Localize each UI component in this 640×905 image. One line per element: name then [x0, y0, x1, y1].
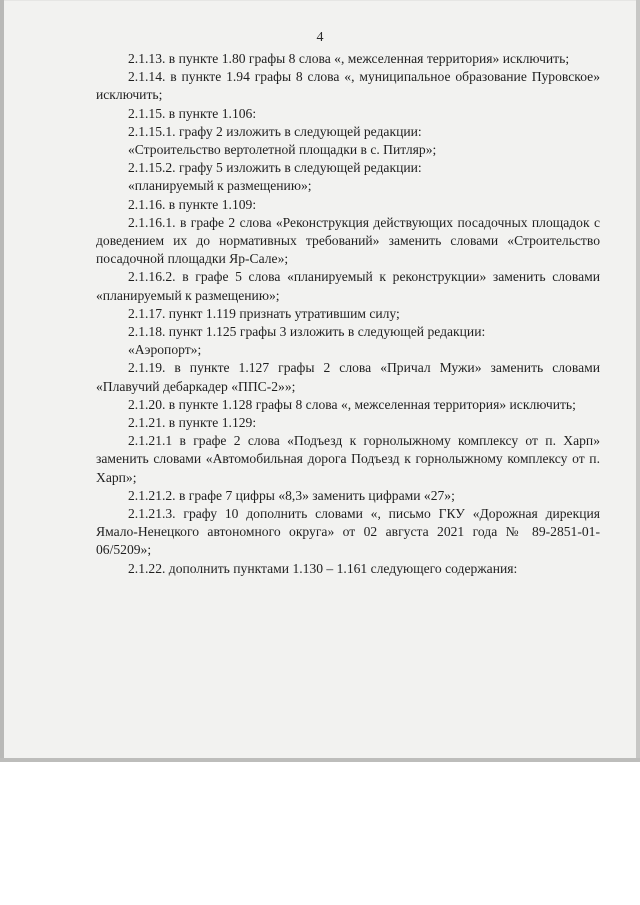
- paragraph: «Строительство вертолетной площадки в с. Питляр»;: [128, 142, 437, 158]
- paragraph: 2.1.21. в пункте 1.129:: [128, 415, 257, 431]
- document-body: [96, 50, 600, 578]
- paragraph: 2.1.16.1. в графе 2 слова «Реконструкция действующих посадочных площадок с доведением их до нормативных требований» заменить словами «Строительство посадочной площадки Яр-Сале»;: [96, 214, 600, 267]
- page-edge-left: [0, 0, 4, 762]
- paragraph: 2.1.21.1 в графе 2 слова «Подъезд к горнолыжному комплексу от п. Харп» заменить словами «Автомобильная дорога Подъезд к горнолыжному комплексу от п. Харп»;: [96, 433, 600, 485]
- paragraph: «Аэропорт»;: [128, 342, 202, 358]
- paragraph: 2.1.21.2. в графе 7 цифры «8,3» заменить цифрами «27»;: [128, 487, 455, 503]
- paragraph: 2.1.17. пункт 1.119 признать утратившим силу;: [128, 305, 400, 321]
- paragraph: 2.1.21.3. графу 10 дополнить словами «, письмо ГКУ «Дорожная дирекция Ямало-Ненецкого автономного округа» от 02 августа 2021 года № 89-2851-01-06/5209»;: [96, 506, 600, 558]
- page-bottom-edge: [0, 758, 640, 762]
- paragraph: 2.1.22. дополнить пунктами 1.130 – 1.161 следующего содержания:: [128, 560, 518, 576]
- paragraph: 2.1.18. пункт 1.125 графы 3 изложить в следующей редакции:: [128, 324, 486, 340]
- paragraph: 2.1.16.2. в графе 5 слова «планируемый к реконструкции» заменить словами «планируемый к размещению»;: [96, 269, 600, 303]
- paragraph: 2.1.14. в пункте 1.94 графы 8 слова «, муниципальное образование Пуровское» исключить;: [96, 69, 600, 103]
- paragraph: 2.1.15.1. графу 2 изложить в следующей редакции:: [128, 123, 422, 139]
- paragraph: «планируемый к размещению»;: [128, 178, 312, 194]
- paragraph: 2.1.13. в пункте 1.80 графы 8 слова «, межселенная территория» исключить;: [128, 51, 570, 66]
- paragraph: 2.1.16. в пункте 1.109:: [128, 196, 257, 212]
- paragraph: 2.1.20. в пункте 1.128 графы 8 слова «, межселенная территория» исключить;: [128, 396, 576, 412]
- paragraph: 2.1.15.2. графу 5 изложить в следующей редакции:: [128, 160, 422, 176]
- paragraph: 2.1.15. в пункте 1.106:: [128, 105, 257, 121]
- page-number: 4: [316, 30, 324, 45]
- paragraph: 2.1.19. в пункте 1.127 графы 2 слова «Причал Мужи» заменить словами «Плавучий дебаркадер «ППС-2»»;: [96, 360, 600, 394]
- page-edge-right: [636, 0, 640, 762]
